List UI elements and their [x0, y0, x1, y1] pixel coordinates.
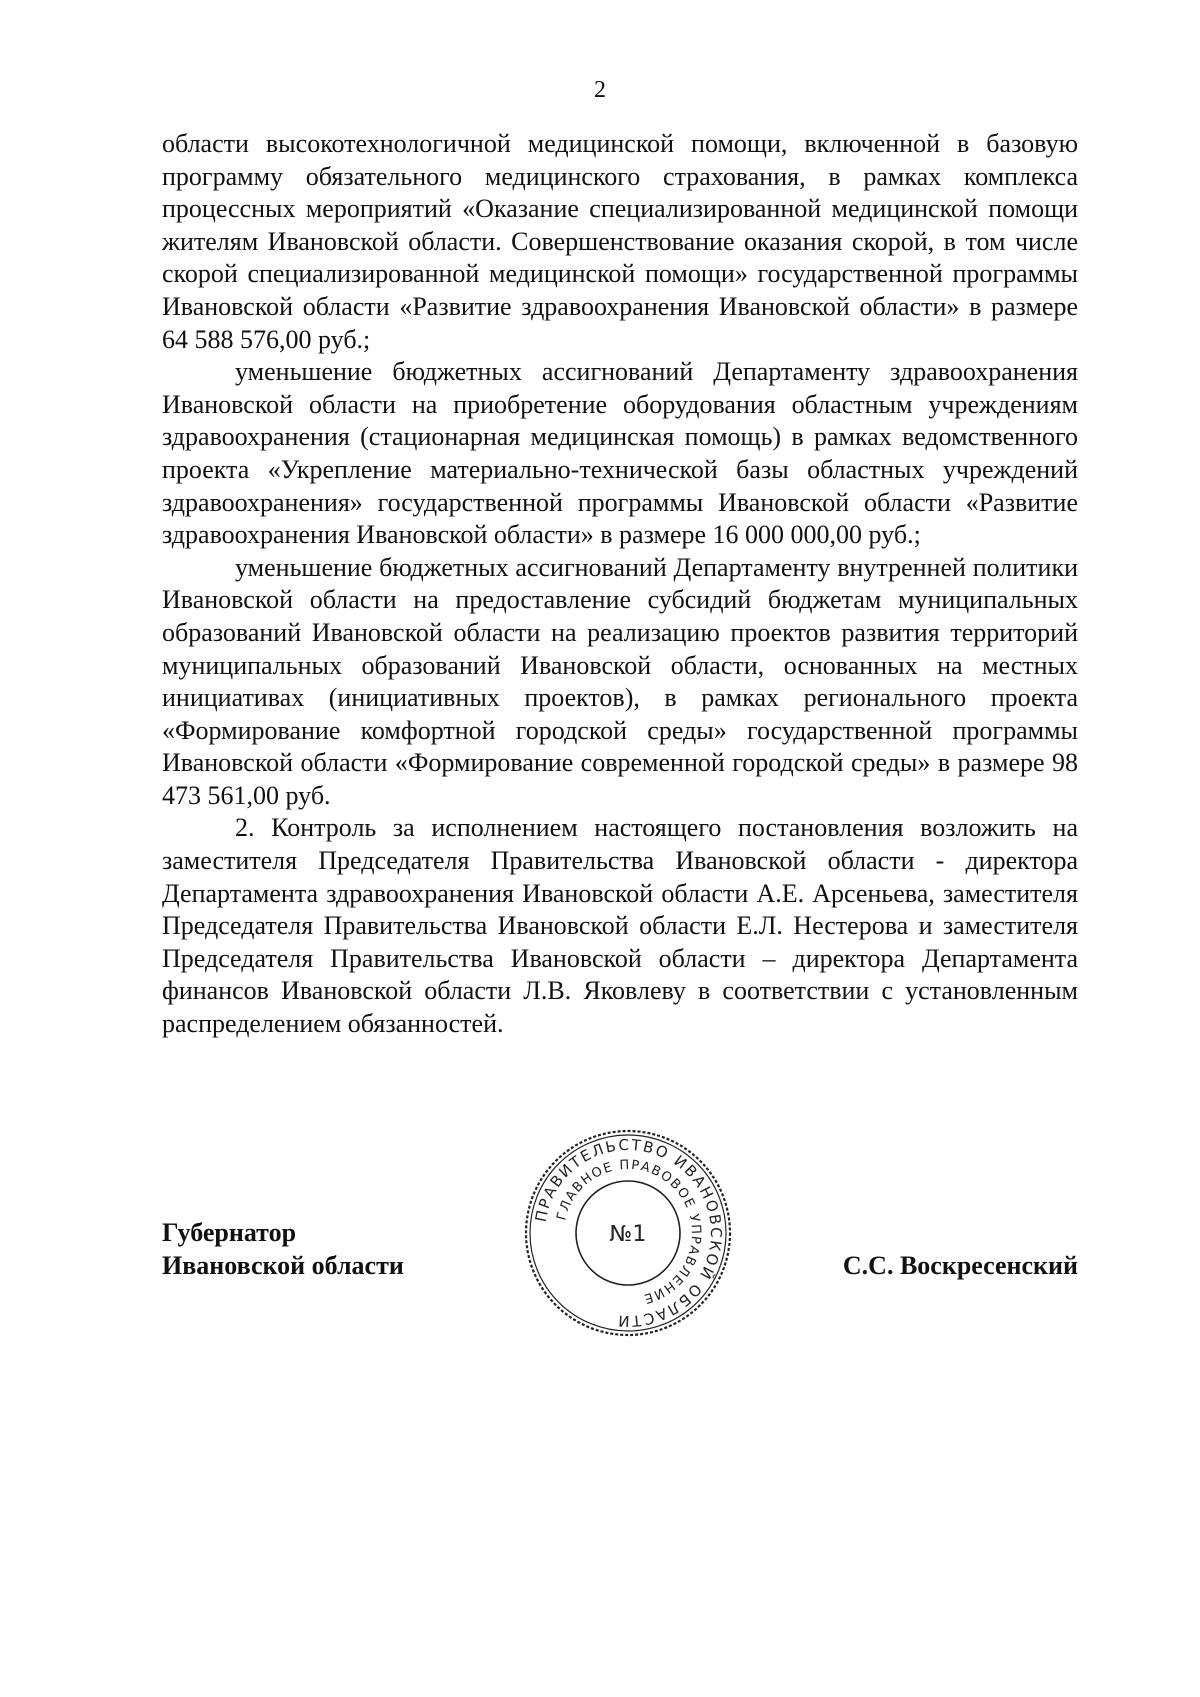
paragraph-control: 2. Контроль за исполнением настоящего постановления возложить на заместителя Председателя Правительства Ивановской области - директора Департамента здравоохранения Ивановской области А.Е. Арсеньева, заместителя Председателя Правительства Ивановской области Е.Л. Нестерова и заместителя Председателя Правительства Ивановской области – директора Департамента финансов Ивановской области Л.В. Яковлеву в соответствии с установленным распределением обязанностей.	[162, 813, 1078, 1039]
seal-outer-text: ПРАВИТЕЛЬСТВО ИВАНОВСКОЙ ОБЛАСТИ	[531, 1135, 726, 1331]
paragraph-internal-policy: уменьшение бюджетных ассигнований Департаменту внутренней политики Ивановской области на предоставление субсидий бюджетам муниципальных образований Ивановской области на реализацию проектов развития территорий муниципальных образований Ивановской области, основанных на местных инициативах (инициативных проектов), в рамках регионального проекта «Формирование комфортной городской среды» государственной программы Ивановской области «Формирование современной городской среды» в размере 98 473 561,00 руб.	[162, 552, 1078, 810]
position-line-1: Губернатор	[162, 1218, 297, 1247]
seal-inner-text: ГЛАВНОЕ ПРАВОВОЕ УПРАВЛЕНИЕ	[554, 1157, 704, 1307]
signatory-position	[162, 1216, 404, 1282]
paragraph-health-equipment: уменьшение бюджетных ассигнований Департаменту здравоохранения Ивановской области на приобретение оборудования областным учреждениям здравоохранения (стационарная медицинская помощь) в рамках ведомственного проекта «Укрепление материально-технической базы областных учреждений здравоохранения» государственной программы Ивановской области «Развитие здравоохранения Ивановской области» в размере 16 000 000,00 руб.;	[162, 357, 1078, 550]
position-line-2: Ивановской области	[162, 1251, 404, 1280]
signatory-name: С.С. Воскресенский	[842, 1251, 1078, 1280]
paragraph-1-continuation: области высокотехнологичной медицинской помощи, включенной в базовую программу обязательного медицинского страхования, в рамках комплекса процессных мероприятий «Оказание специализированной медицинской помощи жителям Ивановской области. Совершенствование оказания скорой, в том числе скорой специализированной медицинской помощи» государственной программы Ивановской области «Развитие здравоохранения Ивановской области» в размере 64 588 576,00 руб.;	[162, 129, 1078, 354]
official-seal	[523, 1128, 733, 1338]
seal-number: №1	[609, 1222, 647, 1247]
page-number: 2	[594, 77, 606, 103]
document-body	[162, 128, 1078, 1041]
